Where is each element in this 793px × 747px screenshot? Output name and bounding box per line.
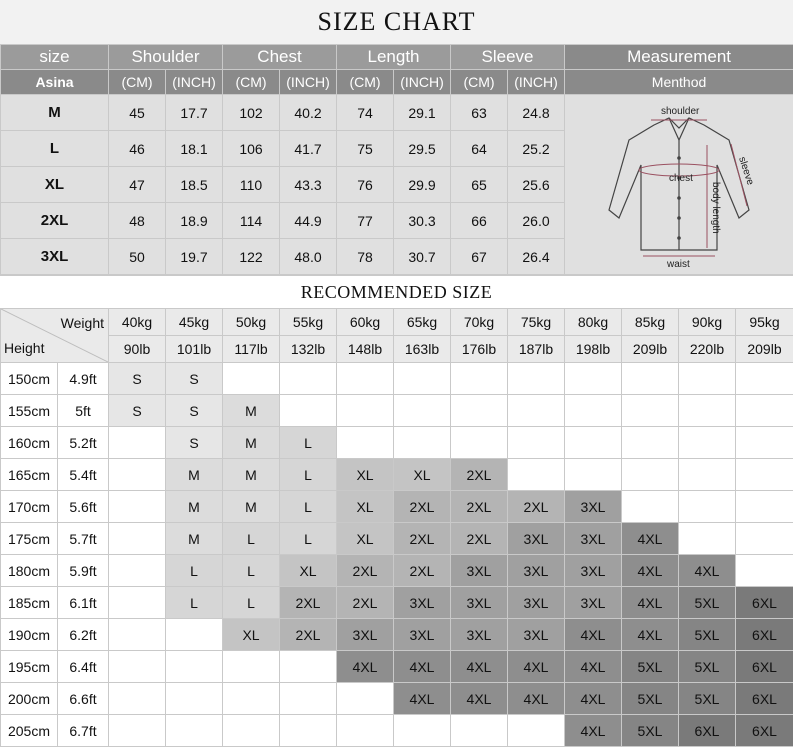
size-value: 29.5 xyxy=(394,131,451,167)
size-cell: 5XL xyxy=(679,587,736,619)
size-cell xyxy=(394,427,451,459)
size-cell xyxy=(280,395,337,427)
size-value: 25.6 xyxy=(508,167,565,203)
weight-lb-header: 117lb xyxy=(223,336,280,363)
size-cell: 3XL xyxy=(394,619,451,651)
height-ft: 6.6ft xyxy=(58,683,109,715)
size-cell: M xyxy=(223,395,280,427)
size-value: 24.8 xyxy=(508,95,565,131)
size-value: 30.3 xyxy=(394,203,451,239)
size-cell xyxy=(337,363,394,395)
size-value: 67 xyxy=(451,239,508,275)
size-value: 43.3 xyxy=(280,167,337,203)
page-title: SIZE CHART xyxy=(0,0,793,45)
size-cell: 4XL xyxy=(622,555,679,587)
size-cell xyxy=(622,491,679,523)
size-cell: 5XL xyxy=(679,651,736,683)
diagram-label-shoulder: shoulder xyxy=(661,106,700,117)
size-cell xyxy=(109,555,166,587)
size-cell xyxy=(508,427,565,459)
height-cm: 200cm xyxy=(1,683,58,715)
size-value: 65 xyxy=(451,167,508,203)
size-cell: 3XL xyxy=(337,619,394,651)
size-cell xyxy=(451,395,508,427)
size-cell: 3XL xyxy=(508,587,565,619)
size-cell: 3XL xyxy=(508,523,565,555)
weight-kg-header: 80kg xyxy=(565,309,622,336)
height-cm: 205cm xyxy=(1,715,58,747)
height-row xyxy=(1,619,793,651)
unit-cm: (CM) xyxy=(223,70,280,95)
size-cell: 4XL xyxy=(565,651,622,683)
height-cm: 175cm xyxy=(1,523,58,555)
height-cm: 180cm xyxy=(1,555,58,587)
size-value: 74 xyxy=(337,95,394,131)
size-cell: XL xyxy=(223,619,280,651)
size-value: 41.7 xyxy=(280,131,337,167)
size-cell: 3XL xyxy=(565,587,622,619)
size-cell: M xyxy=(223,427,280,459)
size-cell: XL xyxy=(337,459,394,491)
size-value: 46 xyxy=(109,131,166,167)
size-cell: XL xyxy=(394,459,451,491)
height-cm: 195cm xyxy=(1,651,58,683)
recommended-size-table xyxy=(0,308,793,747)
size-cell: 5XL xyxy=(622,651,679,683)
height-cm: 170cm xyxy=(1,491,58,523)
size-value: 106 xyxy=(223,131,280,167)
height-ft: 5.9ft xyxy=(58,555,109,587)
height-row xyxy=(1,683,793,715)
header-length: Length xyxy=(337,45,451,70)
header-measurement: Measurement xyxy=(565,45,793,70)
size-cell xyxy=(736,459,793,491)
weight-kg-header: 75kg xyxy=(508,309,565,336)
size-cell xyxy=(394,715,451,747)
size-cell: 5XL xyxy=(679,683,736,715)
height-cm: 165cm xyxy=(1,459,58,491)
size-cell: 4XL xyxy=(394,683,451,715)
size-cell xyxy=(166,651,223,683)
weight-lb-header: 101lb xyxy=(166,336,223,363)
size-label: L xyxy=(1,131,109,167)
size-value: 110 xyxy=(223,167,280,203)
size-cell: L xyxy=(223,523,280,555)
size-cell xyxy=(166,683,223,715)
size-cell xyxy=(280,363,337,395)
size-value: 45 xyxy=(109,95,166,131)
size-cell xyxy=(280,651,337,683)
size-cell: L xyxy=(166,555,223,587)
size-cell xyxy=(679,459,736,491)
size-label: XL xyxy=(1,167,109,203)
size-cell: 2XL xyxy=(451,459,508,491)
size-value: 102 xyxy=(223,95,280,131)
recommended-size-title: RECOMMENDED SIZE xyxy=(0,275,793,309)
unit-cm: (CM) xyxy=(337,70,394,95)
size-cell: XL xyxy=(337,491,394,523)
size-cell xyxy=(622,459,679,491)
size-cell xyxy=(679,395,736,427)
header-shoulder: Shoulder xyxy=(109,45,223,70)
size-cell: 3XL xyxy=(508,555,565,587)
size-value: 114 xyxy=(223,203,280,239)
header-size: size xyxy=(1,45,109,70)
size-cell xyxy=(394,395,451,427)
size-cell xyxy=(508,363,565,395)
size-cell: 2XL xyxy=(508,491,565,523)
size-cell: 3XL xyxy=(451,555,508,587)
size-value: 30.7 xyxy=(394,239,451,275)
size-cell xyxy=(565,459,622,491)
size-cell: 5XL xyxy=(622,715,679,747)
size-cell xyxy=(223,651,280,683)
size-cell: 2XL xyxy=(394,491,451,523)
size-cell xyxy=(337,683,394,715)
size-value: 76 xyxy=(337,167,394,203)
size-cell: 2XL xyxy=(280,619,337,651)
size-cell: S xyxy=(109,363,166,395)
height-cm: 190cm xyxy=(1,619,58,651)
size-value: 19.7 xyxy=(166,239,223,275)
size-value: 75 xyxy=(337,131,394,167)
weight-lb-header: 90lb xyxy=(109,336,166,363)
size-value: 50 xyxy=(109,239,166,275)
size-value: 29.9 xyxy=(394,167,451,203)
size-cell: 3XL xyxy=(451,619,508,651)
size-cell: 4XL xyxy=(622,619,679,651)
size-cell: 2XL xyxy=(337,555,394,587)
unit-inch: (INCH) xyxy=(394,70,451,95)
weight-lb-header: 209lb xyxy=(622,336,679,363)
size-value: 48 xyxy=(109,203,166,239)
size-label: 2XL xyxy=(1,203,109,239)
size-cell: 3XL xyxy=(565,555,622,587)
shirt-icon xyxy=(599,100,759,270)
weight-kg-header: 60kg xyxy=(337,309,394,336)
size-cell: 6XL xyxy=(736,587,793,619)
size-cell xyxy=(166,619,223,651)
weight-lb-header: 198lb xyxy=(565,336,622,363)
size-cell: 6XL xyxy=(736,651,793,683)
size-cell: 2XL xyxy=(451,491,508,523)
size-cell: 6XL xyxy=(736,715,793,747)
size-cell xyxy=(109,587,166,619)
size-cell: 4XL xyxy=(565,619,622,651)
weight-kg-header: 55kg xyxy=(280,309,337,336)
size-row xyxy=(1,95,793,131)
size-cell xyxy=(166,715,223,747)
height-row xyxy=(1,715,793,747)
size-cell xyxy=(508,715,565,747)
size-cell: 3XL xyxy=(565,491,622,523)
size-cell xyxy=(736,491,793,523)
size-value: 18.5 xyxy=(166,167,223,203)
diagram-label-chest: chest xyxy=(669,173,693,184)
unit-inch: (INCH) xyxy=(508,70,565,95)
size-cell xyxy=(109,491,166,523)
size-cell xyxy=(280,683,337,715)
size-value: 25.2 xyxy=(508,131,565,167)
weight-kg-header: 40kg xyxy=(109,309,166,336)
size-cell: L xyxy=(280,523,337,555)
height-row xyxy=(1,555,793,587)
header-asina: Asina xyxy=(1,70,109,95)
size-cell: 4XL xyxy=(622,587,679,619)
height-row xyxy=(1,491,793,523)
size-cell xyxy=(109,427,166,459)
size-cell: L xyxy=(166,587,223,619)
size-cell: L xyxy=(223,555,280,587)
size-cell xyxy=(280,715,337,747)
height-ft: 5ft xyxy=(58,395,109,427)
size-cell: L xyxy=(280,491,337,523)
size-cell: 2XL xyxy=(337,587,394,619)
size-value: 18.1 xyxy=(166,131,223,167)
size-cell: 2XL xyxy=(394,523,451,555)
height-ft: 5.7ft xyxy=(58,523,109,555)
size-cell: L xyxy=(223,587,280,619)
unit-inch: (INCH) xyxy=(166,70,223,95)
size-cell xyxy=(337,427,394,459)
size-cell xyxy=(565,427,622,459)
size-cell: 3XL xyxy=(565,523,622,555)
size-value: 78 xyxy=(337,239,394,275)
size-cell: 4XL xyxy=(337,651,394,683)
height-ft: 4.9ft xyxy=(58,363,109,395)
size-cell xyxy=(109,683,166,715)
weight-lb-header: 148lb xyxy=(337,336,394,363)
unit-inch: (INCH) xyxy=(280,70,337,95)
height-cm: 155cm xyxy=(1,395,58,427)
diagram-label-body-length: body length xyxy=(710,182,721,234)
size-cell: 3XL xyxy=(508,619,565,651)
measurement-diagram xyxy=(565,95,793,275)
size-cell: 4XL xyxy=(394,651,451,683)
size-cell: 2XL xyxy=(451,523,508,555)
height-ft: 5.4ft xyxy=(58,459,109,491)
height-cm: 185cm xyxy=(1,587,58,619)
size-cell xyxy=(337,395,394,427)
size-cell: M xyxy=(166,523,223,555)
height-ft: 6.4ft xyxy=(58,651,109,683)
size-value: 48.0 xyxy=(280,239,337,275)
size-label: M xyxy=(1,95,109,131)
weight-kg-header: 85kg xyxy=(622,309,679,336)
size-cell xyxy=(736,555,793,587)
weight-kg-header: 45kg xyxy=(166,309,223,336)
header-chest: Chest xyxy=(223,45,337,70)
size-cell: S xyxy=(166,363,223,395)
size-label: 3XL xyxy=(1,239,109,275)
size-cell xyxy=(451,715,508,747)
height-row xyxy=(1,523,793,555)
size-cell xyxy=(109,651,166,683)
weight-lb-header: 176lb xyxy=(451,336,508,363)
height-row xyxy=(1,427,793,459)
height-ft: 5.6ft xyxy=(58,491,109,523)
size-value: 47 xyxy=(109,167,166,203)
size-cell xyxy=(508,395,565,427)
size-cell: 2XL xyxy=(394,555,451,587)
size-value: 63 xyxy=(451,95,508,131)
size-cell: 4XL xyxy=(622,523,679,555)
size-cell xyxy=(736,363,793,395)
size-cell xyxy=(679,427,736,459)
size-cell xyxy=(451,363,508,395)
size-cell: S xyxy=(166,395,223,427)
size-cell xyxy=(109,523,166,555)
weight-lb-header: 132lb xyxy=(280,336,337,363)
size-cell xyxy=(736,523,793,555)
size-cell: S xyxy=(166,427,223,459)
size-cell xyxy=(109,715,166,747)
size-cell: 6XL xyxy=(736,619,793,651)
size-cell: 4XL xyxy=(451,683,508,715)
weight-lb-header: 209lb xyxy=(736,336,793,363)
height-label: Height xyxy=(4,340,44,356)
size-cell xyxy=(394,363,451,395)
size-chart-table xyxy=(0,44,793,275)
size-cell: 4XL xyxy=(679,555,736,587)
size-value: 122 xyxy=(223,239,280,275)
height-cm: 150cm xyxy=(1,363,58,395)
size-cell xyxy=(109,619,166,651)
size-cell xyxy=(565,363,622,395)
size-cell: M xyxy=(223,459,280,491)
size-cell xyxy=(679,363,736,395)
size-value: 40.2 xyxy=(280,95,337,131)
corner-header xyxy=(1,309,109,363)
size-cell xyxy=(223,683,280,715)
size-value: 26.4 xyxy=(508,239,565,275)
size-cell: M xyxy=(166,459,223,491)
size-cell xyxy=(508,459,565,491)
height-cm: 160cm xyxy=(1,427,58,459)
size-cell: 6XL xyxy=(736,683,793,715)
size-cell xyxy=(622,427,679,459)
size-cell xyxy=(565,395,622,427)
unit-cm: (CM) xyxy=(451,70,508,95)
size-cell: 4XL xyxy=(451,651,508,683)
unit-cm: (CM) xyxy=(109,70,166,95)
weight-kg-header: 70kg xyxy=(451,309,508,336)
size-cell: 5XL xyxy=(679,619,736,651)
size-cell: 2XL xyxy=(280,587,337,619)
weight-lb-header: 187lb xyxy=(508,336,565,363)
size-cell xyxy=(622,363,679,395)
weight-kg-header: 65kg xyxy=(394,309,451,336)
size-cell xyxy=(109,459,166,491)
header-method: Menthod xyxy=(565,70,793,95)
weight-kg-header: 95kg xyxy=(736,309,793,336)
size-cell xyxy=(622,395,679,427)
size-value: 18.9 xyxy=(166,203,223,239)
height-ft: 6.1ft xyxy=(58,587,109,619)
size-cell: 4XL xyxy=(508,651,565,683)
size-cell: 3XL xyxy=(394,587,451,619)
size-value: 66 xyxy=(451,203,508,239)
size-cell: 4XL xyxy=(565,683,622,715)
weight-lb-header: 220lb xyxy=(679,336,736,363)
size-cell: M xyxy=(166,491,223,523)
size-cell xyxy=(679,523,736,555)
weight-lb-header: 163lb xyxy=(394,336,451,363)
diagram-label-waist: waist xyxy=(666,259,690,270)
size-value: 29.1 xyxy=(394,95,451,131)
height-ft: 6.7ft xyxy=(58,715,109,747)
size-cell: 3XL xyxy=(451,587,508,619)
weight-kg-header: 50kg xyxy=(223,309,280,336)
size-value: 26.0 xyxy=(508,203,565,239)
size-value: 17.7 xyxy=(166,95,223,131)
height-ft: 5.2ft xyxy=(58,427,109,459)
size-cell: L xyxy=(280,427,337,459)
size-cell xyxy=(337,715,394,747)
size-cell: XL xyxy=(280,555,337,587)
size-cell xyxy=(223,715,280,747)
size-value: 77 xyxy=(337,203,394,239)
size-cell: L xyxy=(280,459,337,491)
height-ft: 6.2ft xyxy=(58,619,109,651)
header-sleeve: Sleeve xyxy=(451,45,565,70)
height-row xyxy=(1,651,793,683)
diagram-label-sleeve: sleeve xyxy=(736,155,756,186)
size-cell: 5XL xyxy=(622,683,679,715)
size-cell: M xyxy=(223,491,280,523)
size-cell: 4XL xyxy=(565,715,622,747)
weight-kg-header: 90kg xyxy=(679,309,736,336)
height-row xyxy=(1,587,793,619)
size-cell: 4XL xyxy=(508,683,565,715)
size-cell: XL xyxy=(337,523,394,555)
height-row xyxy=(1,363,793,395)
size-cell xyxy=(679,491,736,523)
size-value: 44.9 xyxy=(280,203,337,239)
size-cell: 6XL xyxy=(679,715,736,747)
size-cell xyxy=(736,427,793,459)
weight-label: Weight xyxy=(61,315,104,331)
size-cell xyxy=(223,363,280,395)
height-row xyxy=(1,395,793,427)
size-cell xyxy=(736,395,793,427)
size-cell: S xyxy=(109,395,166,427)
height-row xyxy=(1,459,793,491)
size-cell xyxy=(451,427,508,459)
size-value: 64 xyxy=(451,131,508,167)
